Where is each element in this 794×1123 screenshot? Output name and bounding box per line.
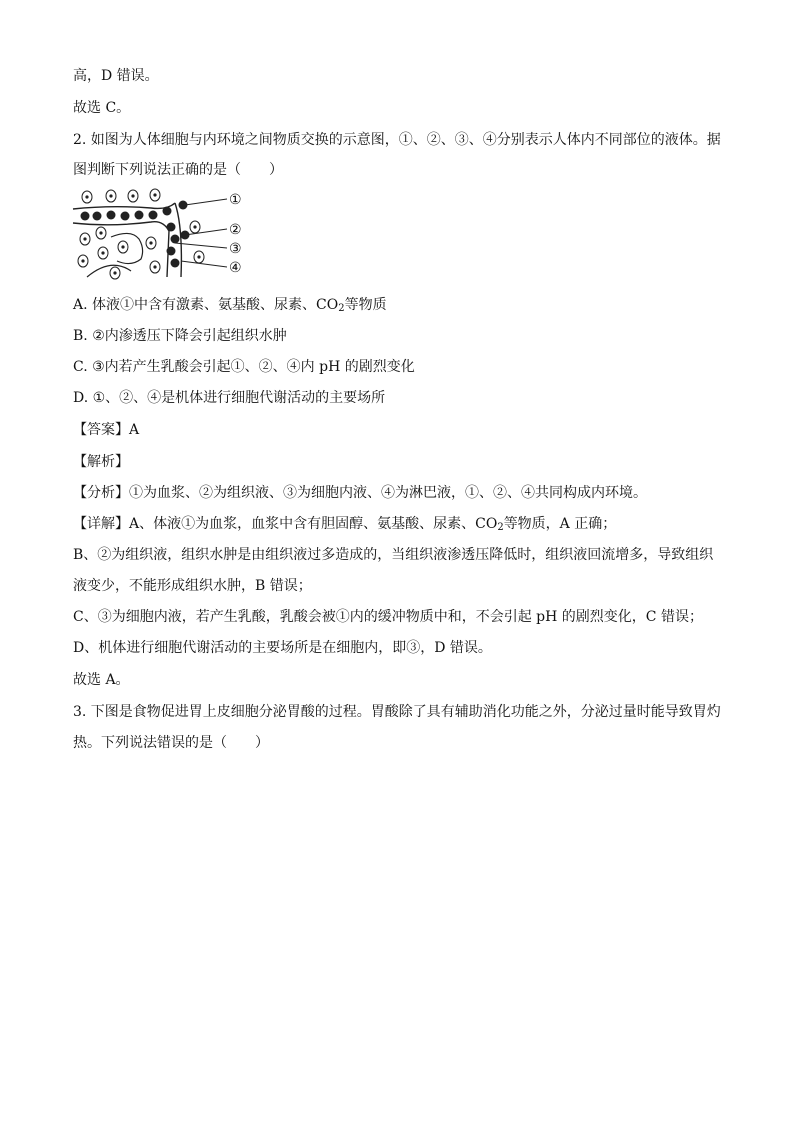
option-b: B. ②内渗透压下降会引起组织水肿 [73, 328, 287, 344]
detail-line-c: C、③为细胞内液，若产生乳酸，乳酸会被①内的缓冲物质中和，不会引起 pH 的剧烈变化，C 错误； [73, 609, 703, 625]
option-c: C. ③内若产生乳酸会引起①、②、④内 pH 的剧烈变化 [73, 359, 415, 375]
question-3-stem-cont: 热。下列说法错误的是（ ） [73, 735, 269, 751]
label-4: ④ [229, 260, 242, 276]
tissue-boundary [87, 265, 131, 277]
answer-line: 【答案】A [73, 422, 140, 438]
analysis-summary: 【分析】①为血浆、②为组织液、③为细胞内液、④为淋巴液，①、②、④共同构成内环境。 [73, 485, 647, 501]
question-2-stem: 2. 如图为人体细胞与内环境之间物质交换的示意图，①、②、③、④分别表示人体内不同部位的液体。据 [73, 132, 721, 148]
question-2-stem-cont: 图判断下列说法正确的是（ ） [73, 162, 283, 178]
body-fluid-diagram [71, 187, 271, 283]
choose-line: 故选 A。 [73, 672, 130, 688]
option-a: A. 体液①中含有激素、氨基酸、尿素、$CO_2$等物质 [73, 297, 387, 314]
blood-cells [81, 201, 190, 268]
text-line: 高，D 错误。 [73, 68, 159, 84]
lymph-vessel [111, 233, 143, 263]
text-line: 故选 C。 [73, 100, 131, 116]
label-2: ② [229, 222, 242, 238]
detail-line-b: B、②为组织液，组织水肿是由组织液过多造成的，当组织液渗透压降低时，组织液回流增多，导致组织 [73, 547, 714, 563]
detail-line-b-cont: 液变少，不能形成组织水肿，B 错误； [73, 578, 312, 594]
capillary-lower-wall [73, 222, 169, 277]
detail-line-d: D、机体进行细胞代谢活动的主要场所是在细胞内，即③，D 错误。 [73, 640, 492, 656]
label-1: ① [229, 192, 242, 208]
option-d: D. ①、②、④是机体进行细胞代谢活动的主要场所 [73, 390, 386, 406]
label-3: ③ [229, 241, 242, 257]
analysis-heading: 【解析】 [73, 454, 129, 470]
capillary-upper-wall [73, 203, 175, 209]
question-3-stem: 3. 下图是食物促进胃上皮细胞分泌胃酸的过程。胃酸除了具有辅助消化功能之外，分泌过量时能导致胃灼 [73, 704, 721, 720]
detail-line-a: 【详解】A、体液①为血浆，血浆中含有胆固醇、氨基酸、尿素、$CO_2$等物质，A 正确； [73, 516, 617, 533]
